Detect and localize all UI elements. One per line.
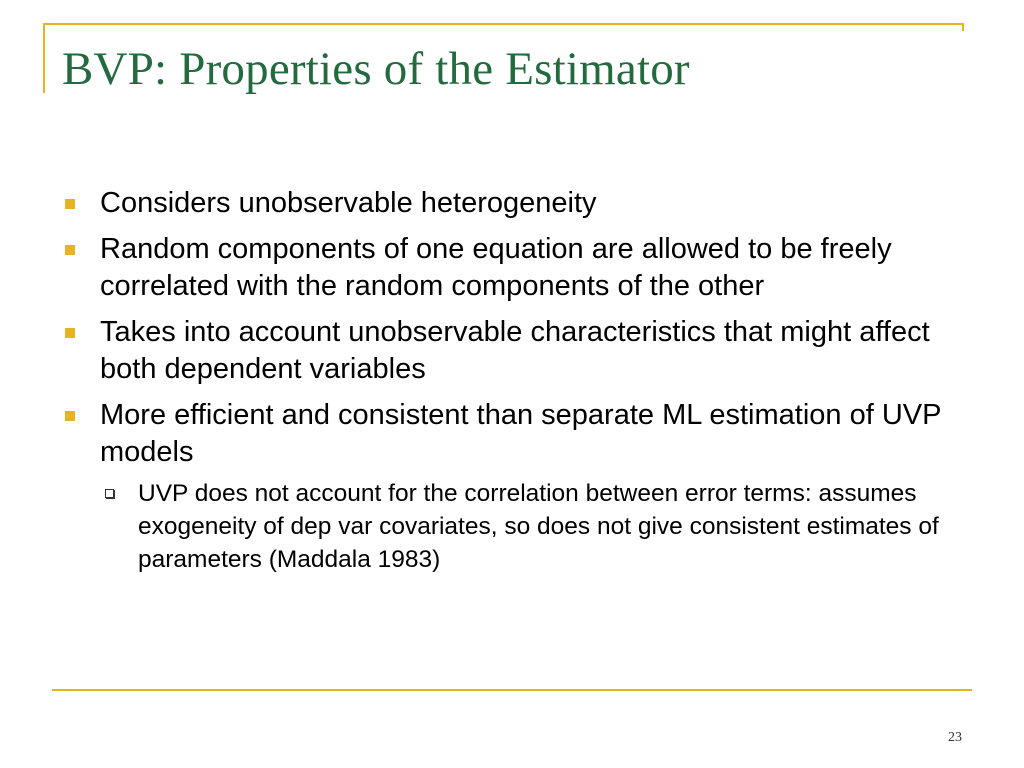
square-bullet-icon (65, 411, 75, 421)
frame-top-rule (43, 23, 964, 25)
square-bullet-icon (65, 328, 75, 338)
bullet-item (62, 397, 967, 576)
bullet-text: Takes into account unobservable characteristics that might affect both dependent variables (100, 316, 930, 385)
frame-right-tick (962, 23, 964, 31)
footer-rule (52, 689, 972, 691)
bullet-text: More efficient and consistent than separate ML estimation of UVP models (100, 399, 941, 468)
sub-bullet-text: UVP does not account for the correlation between error terms: assumes exogeneity of dep var covariates, so does not give consistent estimates of parameters (Maddala 1983) (138, 480, 939, 573)
slide-content (62, 185, 967, 585)
square-bullet-icon (65, 199, 75, 209)
bullet-item (62, 185, 967, 222)
slide-number: 23 (948, 730, 962, 745)
hollow-square-bullet-icon (105, 489, 114, 498)
bullet-text: Considers unobservable heterogeneity (100, 187, 597, 219)
sub-bullet-list (100, 477, 967, 576)
frame-left-rule (43, 23, 45, 93)
slide-title: BVP: Properties of the Estimator (62, 43, 690, 95)
bullet-text: Random components of one equation are allowed to be freely correlated with the random components of the other (100, 233, 892, 302)
bullet-list (62, 185, 967, 576)
bullet-item (62, 314, 967, 388)
square-bullet-icon (65, 245, 75, 255)
sub-bullet-item (100, 477, 967, 576)
bullet-item (62, 231, 967, 305)
